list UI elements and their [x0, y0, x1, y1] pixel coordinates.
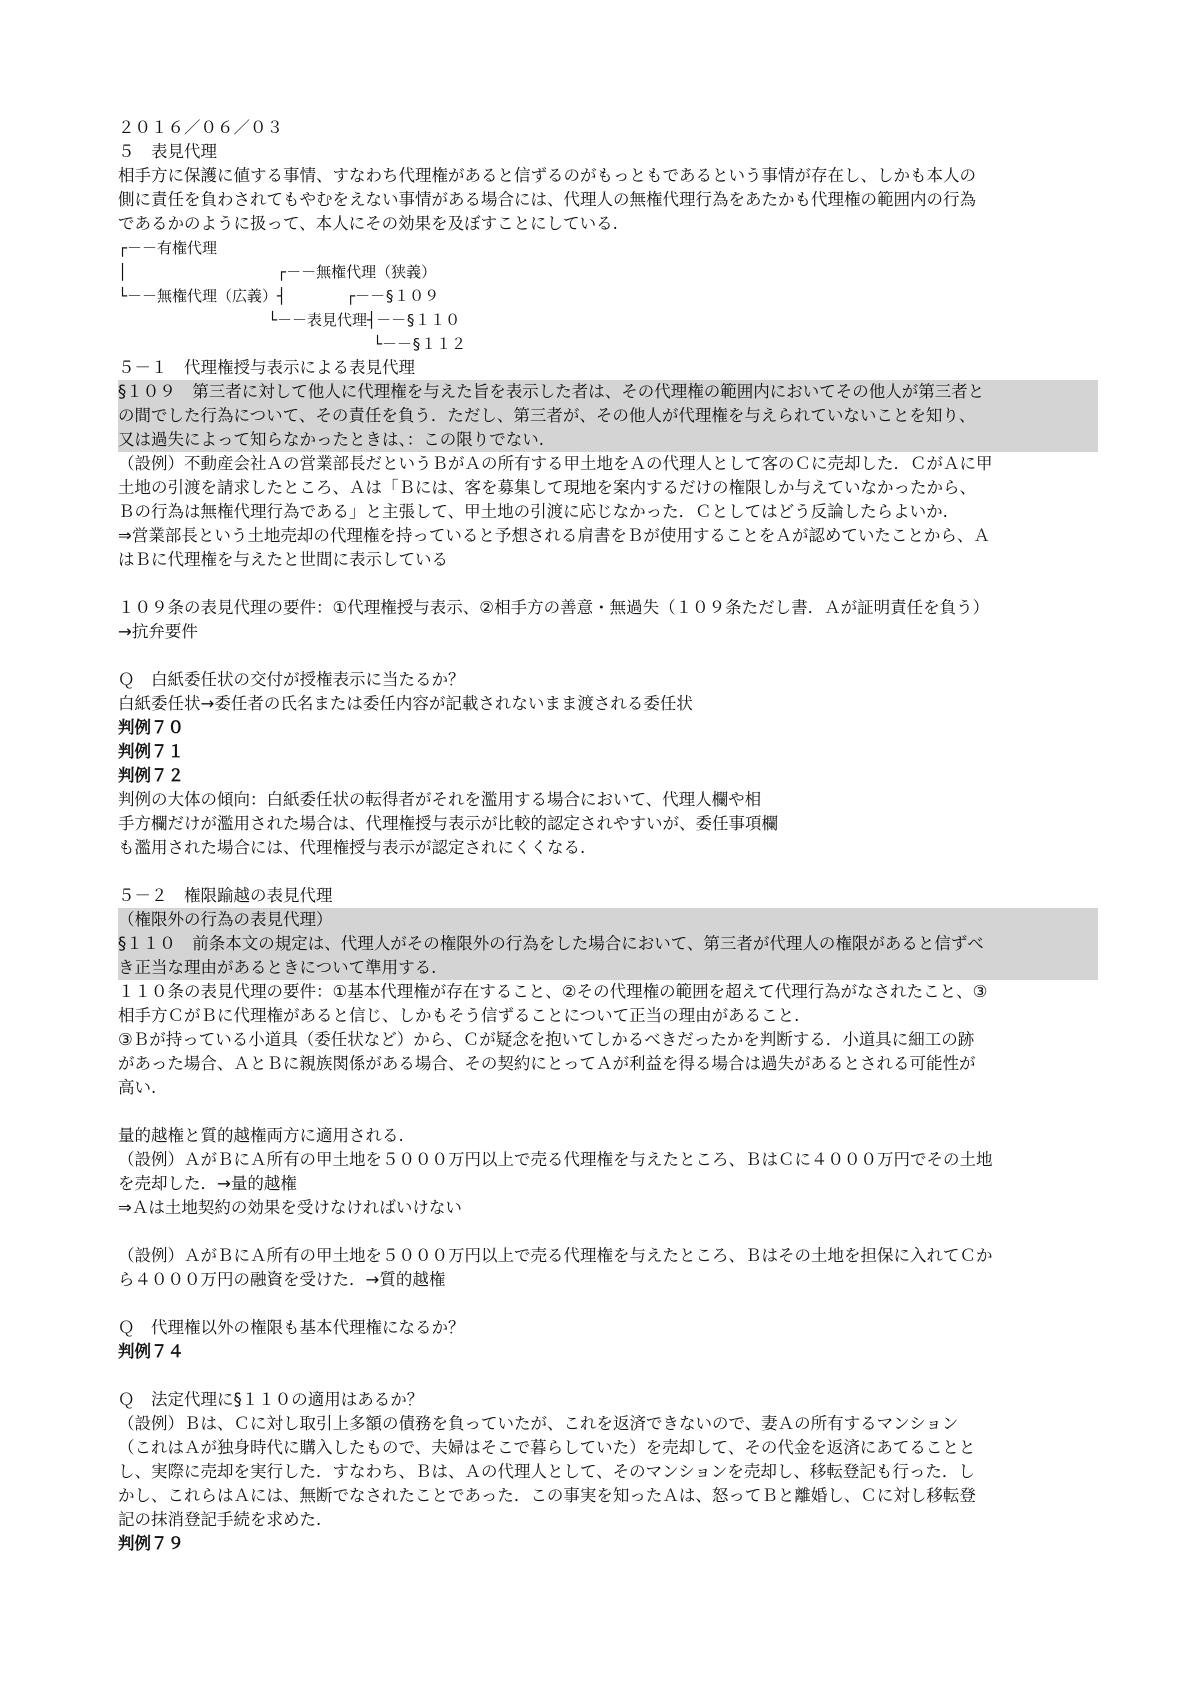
question: Ｑ 法定代理に§１１０の適用はあるか？ [118, 1390, 424, 1409]
question: Ｑ 代理権以外の権限も基本代理権になるか？ [118, 1318, 465, 1337]
scope-note: 量的越権と質的越権両方に適用される. [118, 1126, 404, 1145]
agency-tree-line: └－－表見代理┤－－§１１０ [118, 311, 461, 329]
example-line: （設例）ＡがＢにＡ所有の甲土地を５０００万円以上で売る代理権を与えたところ、ＢはＣに４０００万円でその土地 [118, 1150, 993, 1169]
example-line: Ｂの行為は無権代理行為である」と主張して、甲土地の引渡に応じなかった．Ｃとしてはどう反論したらよいか. [118, 502, 948, 521]
case-reference: 判例７１ [118, 742, 184, 761]
example-line: 記の抹消登記手続を求めた. [118, 1510, 322, 1529]
case-reference: 判例７０ [118, 718, 184, 737]
section-heading: ５－２ 権限踰越の表見代理 [118, 886, 333, 905]
article-109-block [118, 380, 1098, 452]
statute-line: §１１０ 前条本文の規定は、代理人がその権限外の行為をした場合において、第三者が代理人の権限があると信ずべ [118, 934, 984, 953]
example-line: （設例）不動産会社Ａの営業部長だというＢがＡの所有する甲土地をＡの代理人として客のＣに売却した．ＣがＡに甲 [118, 454, 993, 473]
example-line: ら４０００万円の融資を受けた．→質的越権 [118, 1270, 446, 1289]
requirement-line: 高い. [118, 1078, 157, 1097]
trend-line: も濫用された場合には、代理権授与表示が認定されにくくなる. [118, 838, 586, 857]
example-line: （設例）Ｂは、Ｃに対し取引上多額の債務を負っていたが、これを返済できないので、妻Ａの所有するマンション [118, 1414, 959, 1433]
case-reference: 判例７４ [118, 1342, 184, 1361]
paragraph-line: 相手方に保護に値する事情、すなわち代理権があると信ずるのがもっともであるという事情が存在し、しかも本人の [118, 166, 976, 185]
document-page [118, 116, 1098, 1556]
agency-tree-line: ┌－－有権代理 [118, 239, 218, 257]
statute-line: 又は過失によって知らなかったときは、：この限りでない. [118, 430, 544, 449]
section-heading: ５ 表見代理 [118, 142, 217, 161]
article-110-block [118, 908, 1098, 980]
example-line: ⇒営業部長という土地売却の代理権を持っていると予想される肩書をＢが使用することをＡが認めていたことから、Ａ [118, 526, 990, 545]
requirement-line: 相手方ＣがＢに代理権があると信じ、しかもそう信ずることについて正当の理由があること. [118, 1006, 800, 1025]
example-line: （設例）ＡがＢにＡ所有の甲土地を５０００万円以上で売る代理権を与えたところ、Ｂはその土地を担保に入れてＣか [118, 1246, 993, 1265]
example-line: かし、これらはＡには、無断でなされたことであった．この事実を知ったＡは、怒ってＢと離婚し、Ｃに対し移転登 [118, 1486, 976, 1505]
requirement-line: １０９条の表見代理の要件：①代理権授与表示、②相手方の善意・無過失（１０９条ただし書．Ａが証明責任を負う） [118, 598, 990, 617]
paragraph-line: であるかのように扱って、本人にその効果を及ぼすことにしている. [118, 214, 618, 233]
case-reference: 判例７９ [118, 1534, 184, 1553]
agency-tree-line: │ ┌－－無権代理（狭義） [118, 263, 437, 281]
requirement-line: ③Ｂが持っている小道具（委任状など）から、Ｃが疑念を抱いてしかるべきだったかを判断する．小道具に細工の跡 [118, 1030, 975, 1049]
statute-line: §１０９ 第三者に対して他人に代理権を与えた旨を表示した者は、その代理権の範囲内においてその他人が第三者と [118, 382, 985, 401]
example-line: し、実際に売却を実行した．すなわち、Ｂは、Ａの代理人として、そのマンションを売却し、移転登記も行った．し [118, 1462, 975, 1481]
example-line: 土地の引渡を請求したところ、Ａは「Ｂには、客を募集して現地を案内するだけの権限しか与えていなかったから、 [118, 478, 976, 497]
statute-subtitle: （権限外の行為の表見代理） [118, 910, 333, 929]
question: Ｑ 白紙委任状の交付が授権表示に当たるか？ [118, 670, 465, 689]
example-line: を売却した．→量的越権 [118, 1174, 297, 1193]
requirement-line: があった場合、ＡとＢに親族関係がある場合、その契約にとってＡが利益を得る場合は過失があるとされる可能性が [118, 1054, 976, 1073]
agency-tree-line: └－－無権代理（広義）┤ ┌－－§１０９ [118, 287, 440, 305]
trend-line: 判例の大体の傾向：白紙委任状の転得者がそれを濫用する場合において、代理人欄や相 [118, 790, 762, 809]
definition: 白紙委任状→委任者の氏名または委任内容が記載されないまま渡される委任状 [118, 694, 693, 713]
statute-line: き正当な理由があるときについて準用する. [118, 958, 437, 977]
requirement-line: →抗弁要件 [118, 622, 198, 641]
example-line: ⇒Ａは土地契約の効果を受けなければいけない [118, 1198, 462, 1217]
trend-line: 手方欄だけが濫用された場合は、代理権授与表示が比較的認定されやすいが、委任事項欄 [118, 814, 778, 833]
date: ２０１６／０６／０３ [118, 118, 283, 137]
section-heading: ５－１ 代理権授与表示による表見代理 [118, 358, 415, 377]
paragraph-line: 側に責任を負わされてもやむをえない事情がある場合には、代理人の無権代理行為をあたかも代理権の範囲内の行為 [118, 190, 976, 209]
statute-line: の間でした行為について、その責任を負う．ただし、第三者が、その他人が代理権を与えられていないことを知り、 [118, 406, 976, 425]
agency-tree-line: └－－§１１２ [118, 335, 467, 353]
example-line: （これはＡが独身時代に購入したもので、夫婦はそこで暮らしていた）を売却して、その代金を返済にあてることと [118, 1438, 976, 1457]
example-line: はＢに代理権を与えたと世間に表示している [118, 550, 448, 569]
case-reference: 判例７２ [118, 766, 184, 785]
requirement-line: １１０条の表見代理の要件：①基本代理権が存在すること、②その代理権の範囲を超えて代理行為がなされたこと、③ [118, 982, 988, 1001]
